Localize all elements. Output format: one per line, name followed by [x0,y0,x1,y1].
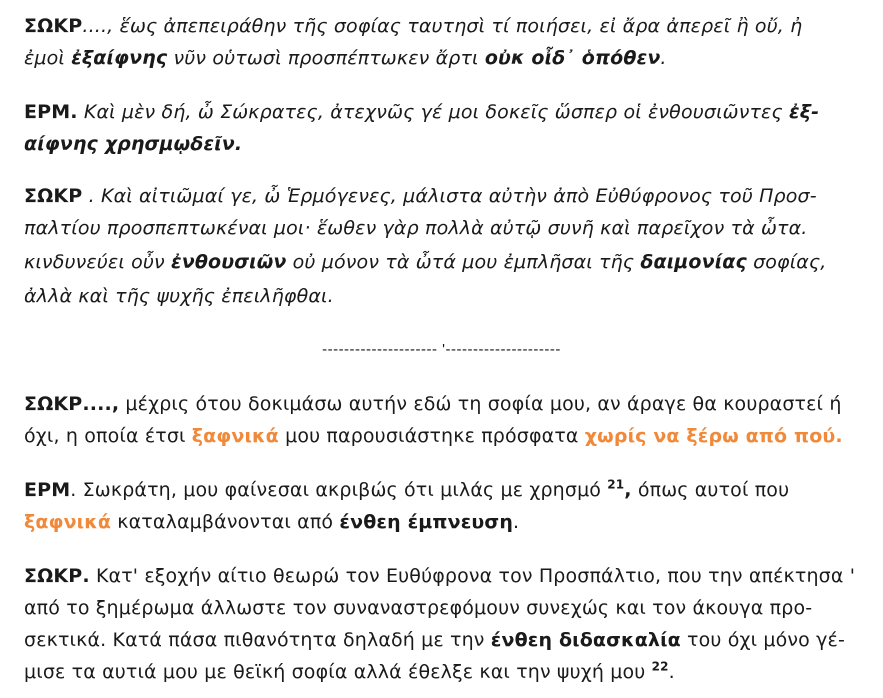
translation-text: , [624,479,632,501]
speaker-label: ΣΩΚΡ...., [24,393,120,415]
greek-text: Καὶ μὲν δή, ὦ Σώκρατες, ἀτεχνῶς γέ μοι δοκεῖς ὥσπερ οἱ ἐνθουσιῶντες [77,101,789,123]
greek-bold-term: ἐνθουσιῶν [171,251,287,273]
bold-term: ένθεη διδασκαλία [490,629,681,651]
greek-text: σοφίας, [746,251,827,273]
greek-bold-term: δαιμονίας [640,251,747,273]
speaker-label: ΣΩΚΡ [24,185,83,207]
greek-p3-line2 [24,216,808,240]
greek-text: . [660,47,667,69]
translation-text: του όχι μόνο γέ- [680,629,845,651]
highlighted-term: χωρίς να ξέρω από πού. [584,425,843,447]
translation-p1-line1 [24,392,842,416]
greek-text: παλτίου προσπεπτωκέναι μοι· ἕωθεν γὰρ πολλὰ αὐτῷ συνῆ καὶ παρεῖχον τὰ ὦτα. [24,217,808,239]
translation-text: μισε τα αυτιά μου με θεϊκή σοφία αλλά έθελξε και την ψυχή μου [24,661,652,683]
translation-text: από το ξημέρωμα άλλωστε τον συναναστρεφόμουν συνεχώς και τον άκουγα προ- [24,597,813,619]
translation-text: . Σωκράτη, μου φαίνεσαι ακριβώς ότι μιλάς με χρησμό [70,479,608,501]
translation-p2-line1 [24,478,789,502]
speaker-label: ΣΩΚΡ [24,15,83,37]
translation-text: καταλαμβάνονται από [111,511,340,533]
greek-p2-line1 [24,100,819,124]
translation-text: όχι, η οποία έτσι [24,425,192,447]
translation-text: . [513,511,520,533]
greek-text: κινδυνεύει οὖν [24,251,171,273]
footnote-ref[interactable]: 21 [607,477,625,492]
bold-term: ένθεη έμπνευση [339,511,514,533]
translation-p3-line4 [24,660,675,684]
speaker-label: ΣΩΚΡ. [24,565,90,587]
greek-p2-line2 [24,132,242,156]
translation-text: μου παρουσιάστηκε πρόσφατα [278,425,585,447]
greek-p1-line1 [24,14,802,38]
greek-text: ἐμοὶ [24,47,72,69]
speaker-label: ΕΡΜ [24,479,71,501]
greek-bold-term: ἐξ- [788,101,820,123]
greek-p1-line2 [24,46,667,70]
greek-text: οὐ μόνον τὰ ὦτά μου ἐμπλῆσαι τῆς [286,251,641,273]
translation-text: . [668,661,675,683]
greek-bold-term: αίφνης χρησμῳδεῖν. [24,133,243,155]
translation-p3-line2 [24,596,812,620]
translation-text: σεκτικά. Κατά πάσα πιθανότητα δηλαδή με την [24,629,491,651]
greek-p3-line1 [24,184,817,208]
translation-p3-line3 [24,628,845,652]
translation-text: όπως αυτοί που [631,479,790,501]
greek-text: . Καὶ αἰτιῶμαί γε, ὦ Ἑρμόγενες, μάλιστα αὐτὴν ἀπὸ Εὐθύφρονος τοῦ Προσ- [82,185,817,207]
greek-text: νῦν οὑτωσὶ προσπέπτωκεν ἄρτι [167,47,485,69]
greek-text: ἀλλὰ καὶ τῆς ψυχῆς ἐπειλῆφθαι. [24,285,334,307]
speaker-label: ΕΡΜ. [24,101,78,123]
greek-bold-term: οὐκ οἶδ᾽ ὁπόθεν [484,47,661,69]
greek-text: ...., ἕως ἀπεπειράθην τῆς σοφίας ταυτησὶ τί ποιήσει, εἰ ἄρα ἀπερεῖ ἢ οὔ, ἠ [82,15,803,37]
greek-p3-line3 [24,250,826,274]
translation-text: Κατ' εξοχήν αίτιο θεωρώ τον Ευθύφρονα τον Προσπάλτιο, που την απέκτησα ' [89,565,856,587]
section-separator: --------------------- '--------------------- [322,341,561,358]
greek-bold-term: ἐξαίφνης [71,47,168,69]
translation-p2-line2 [24,510,519,534]
translation-p3-line1 [24,564,855,588]
highlighted-term: ξαφνικά [191,425,279,447]
translation-text: μέχρις ότου δοκιμάσω αυτήν εδώ τη σοφία μου, αν άραγε θα κουραστεί ή [119,393,842,415]
footnote-ref[interactable]: 22 [651,659,669,674]
highlighted-term: ξαφνικά [24,511,112,533]
greek-p3-line4 [24,284,334,308]
translation-p1-line2 [24,424,843,448]
